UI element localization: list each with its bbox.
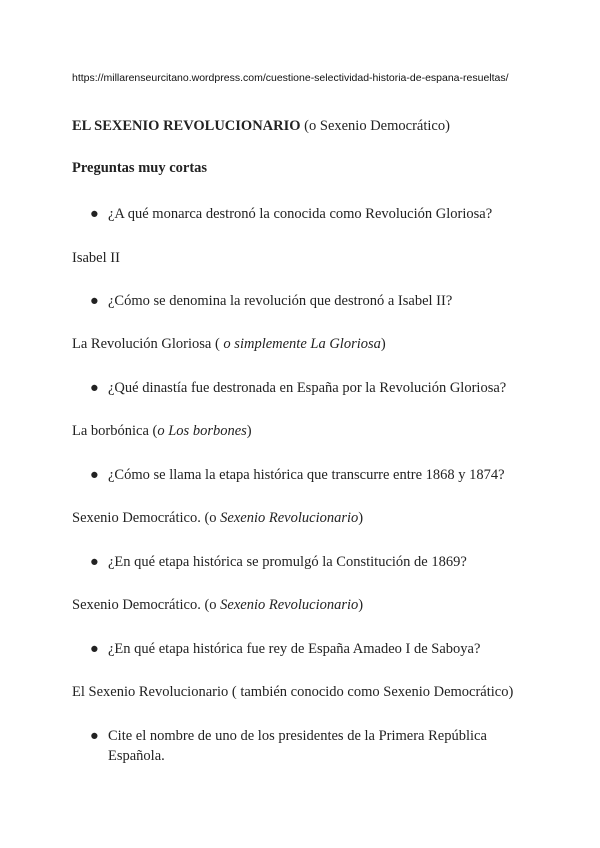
answer-plain: Sexenio Democrático. (o [72,510,221,526]
question-item [90,204,510,224]
answer-plain: El Sexenio Revolucionario ( también conocido como Sexenio Democrático) [72,684,514,700]
question-text: Cite el nombre de uno de los presidentes de la Primera República Española. [108,728,487,764]
answer-tail: ) [358,510,364,526]
bullet-icon: ● [90,380,99,396]
answer-text [72,421,252,441]
question-item [90,291,510,311]
question-item [90,639,510,659]
section-heading: Preguntas muy cortas [72,160,208,176]
question-text: ¿En qué etapa histórica se promulgó la Constitución de 1869? [108,554,467,570]
question-text: ¿Cómo se llama la etapa histórica que transcurre entre 1868 y 1874? [108,467,505,483]
answer-italic: o Los borbones [157,423,247,439]
answer-italic: Sexenio Revolucionario [220,597,359,613]
answer-text [72,508,363,528]
question-item [90,552,510,572]
bullet-icon: ● [90,206,99,222]
question-text: ¿En qué etapa histórica fue rey de España Amadeo I de Saboya? [108,641,481,657]
bullet-icon: ● [90,728,99,744]
answer-text [72,334,386,354]
bullet-icon: ● [90,554,99,570]
title-main: EL SEXENIO REVOLUCIONARIO [72,118,301,134]
document-page [72,70,542,764]
answer-plain: La Revolución Gloriosa ( [72,336,224,352]
bullet-icon: ● [90,641,99,657]
question-text: ¿Cómo se denomina la revolución que destronó a Isabel II? [108,293,453,309]
title-subtitle: (o Sexenio Democrático) [300,118,450,134]
answer-tail: ) [246,423,252,439]
question-text: ¿Qué dinastía fue destronada en España por la Revolución Gloriosa? [108,380,507,396]
answer-plain: La borbónica ( [72,423,158,439]
answer-tail: ) [380,336,386,352]
answer-plain: Sexenio Democrático. (o [72,597,221,613]
source-url[interactable]: https://millarenseurcitano.wordpress.com/cuestione-selectividad-historia-de-espana-resueltas/ [72,72,509,84]
answer-plain: Isabel II [72,250,120,266]
answer-italic: Sexenio Revolucionario [220,510,359,526]
answer-text [72,248,120,268]
answer-text [72,682,513,702]
bullet-icon: ● [90,467,99,483]
bullet-icon: ● [90,293,99,309]
question-item [90,378,510,398]
answer-italic: o simplemente La Gloriosa [223,336,381,352]
question-item [90,465,510,485]
question-text: ¿A qué monarca destronó la conocida como Revolución Gloriosa? [108,206,493,222]
answer-text [72,595,363,615]
document-title [72,118,450,135]
question-item [90,726,510,766]
answer-tail: ) [358,597,364,613]
